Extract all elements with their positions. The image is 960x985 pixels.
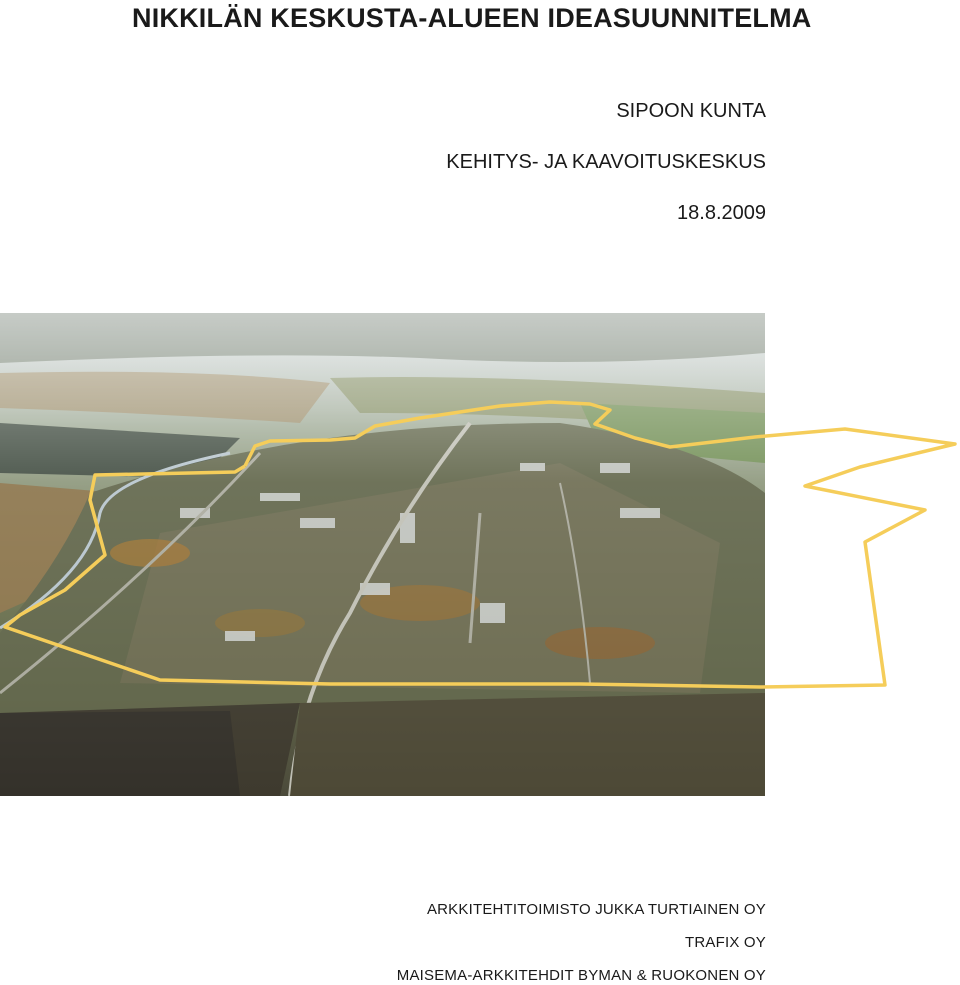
aerial-photo <box>0 313 765 796</box>
department-name: KEHITYS- JA KAAVOITUSKESKUS <box>446 151 766 173</box>
credit-traffic: TRAFIX OY <box>685 934 766 951</box>
credit-architect: ARKKITEHTITOIMISTO JUKKA TURTIAINEN OY <box>426 901 766 918</box>
credit-landscape: MAISEMA-ARKKITEHDIT BYMAN & RUOKONEN OY <box>396 967 766 984</box>
document-title: NIKKILÄN KESKUSTA-ALUEEN IDEASUUNNITELMA <box>132 3 812 33</box>
organization-name: SIPOON KUNTA <box>616 100 766 122</box>
document-date: 18.8.2009 <box>677 202 766 224</box>
